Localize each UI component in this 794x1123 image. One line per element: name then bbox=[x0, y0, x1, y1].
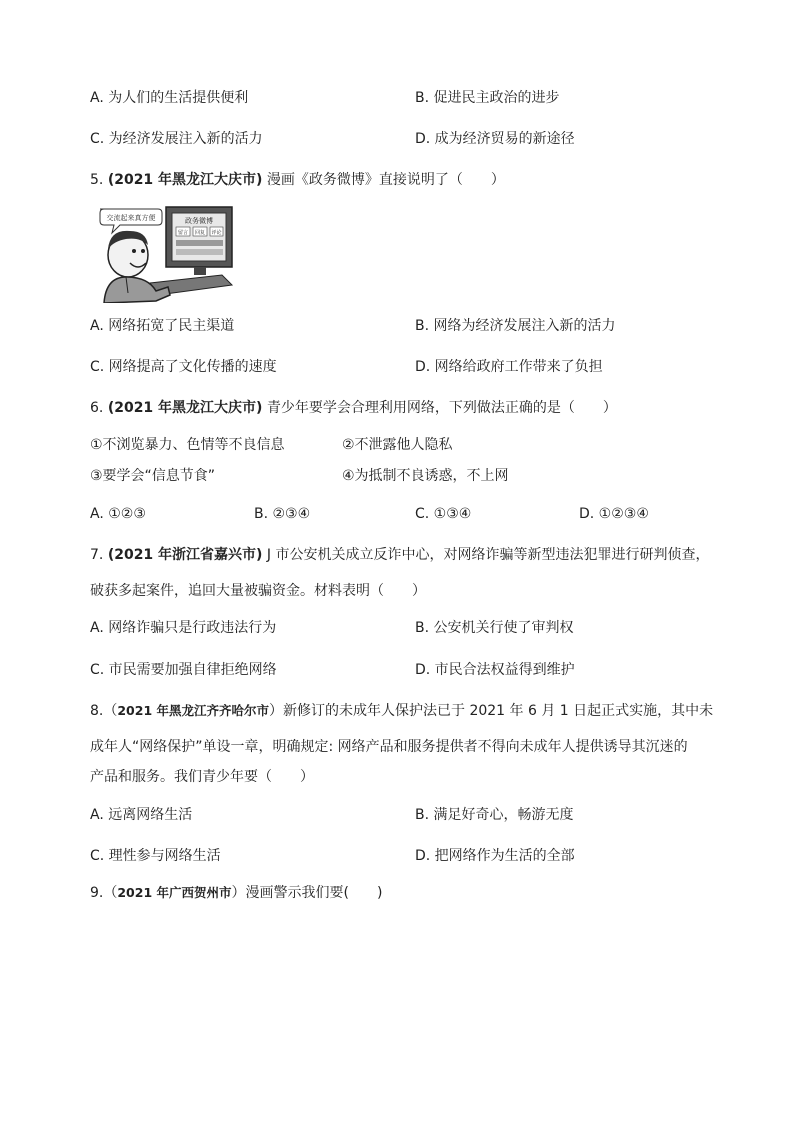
government-weibo-cartoon bbox=[96, 205, 236, 303]
q5-number: 5. bbox=[90, 172, 108, 188]
cartoon-bubble-text: 交流起来真方便 bbox=[106, 214, 156, 222]
q6-stem bbox=[90, 398, 617, 418]
q5-option-a: A. 网络拓宽了民主渠道 bbox=[90, 318, 235, 334]
q9-source: 2021 年广西贺州市 bbox=[117, 885, 232, 900]
q5-option-b: B. 网络为经济发展注入新的活力 bbox=[415, 318, 616, 334]
q7-stem-line-2: 破获多起案件，追回大量被骗资金。材料表明（ ） bbox=[90, 583, 426, 599]
q7-number: 7. bbox=[90, 547, 108, 563]
cartoon-screen-item-1: 留言 bbox=[177, 230, 189, 236]
q6-source: (2021 年黑龙江大庆市) bbox=[107, 400, 263, 416]
q7-stem-line-1 bbox=[90, 545, 709, 565]
q7-option-d: D. 市民合法权益得到维护 bbox=[415, 662, 575, 678]
q8-question-part-1: ）新修订的未成年人保护法已于 2021 年 6 月 1 日起正式实施，其中未 bbox=[269, 703, 714, 719]
q8-stem-line-2: 成年人“网络保护”单设一章，明确规定: 网络产品和服务提供者不得向未成年人提供诱导其沉迷的 bbox=[90, 739, 688, 755]
q8-option-a: A. 远离网络生活 bbox=[90, 807, 193, 823]
q4-option-a: A. 为人们的生活提供便利 bbox=[90, 90, 249, 106]
q9-question: ）漫画警示我们要( ) bbox=[231, 885, 383, 901]
q8-source: 2021 年黑龙江齐齐哈尔市 bbox=[117, 703, 270, 718]
q6-statement-4: ④为抵制不良诱惑，不上网 bbox=[342, 468, 509, 484]
cartoon-screen-item-2: 回复 bbox=[194, 230, 206, 236]
q5-option-c: C. 网络提高了文化传播的速度 bbox=[90, 359, 277, 375]
q5-source: (2021 年黑龙江大庆市) bbox=[107, 172, 263, 188]
q9-stem bbox=[90, 883, 382, 903]
q7-source: (2021 年浙江省嘉兴市) bbox=[107, 547, 263, 563]
q6-statement-3: ③要学会“信息节食” bbox=[90, 468, 216, 484]
q7-option-c: C. 市民需要加强自律拒绝网络 bbox=[90, 662, 277, 678]
q6-option-a: A. ①②③ bbox=[90, 506, 146, 522]
q8-stem-line-1 bbox=[90, 701, 713, 721]
q8-number: 8.（ bbox=[90, 703, 118, 719]
q4-option-d: D. 成为经济贸易的新途径 bbox=[415, 131, 575, 147]
q6-option-c: C. ①③④ bbox=[415, 506, 472, 522]
cartoon-screen-title: 政务微博 bbox=[185, 217, 213, 225]
q6-statement-1: ①不浏览暴力、色情等不良信息 bbox=[90, 437, 285, 453]
q6-statement-2: ②不泄露他人隐私 bbox=[342, 437, 453, 453]
q8-option-c: C. 理性参与网络生活 bbox=[90, 848, 221, 864]
q6-option-b: B. ②③④ bbox=[254, 506, 311, 522]
q7-question-part-1: J 市公安机关成立反诈中心，对网络诈骗等新型违法犯罪进行研判侦查， bbox=[262, 547, 710, 563]
q8-option-d: D. 把网络作为生活的全部 bbox=[415, 848, 575, 864]
q6-number: 6. bbox=[90, 400, 108, 416]
q6-question: 青少年要学会合理利用网络，下列做法正确的是（ ） bbox=[262, 400, 617, 416]
q9-number: 9.（ bbox=[90, 885, 118, 901]
q4-option-b: B. 促进民主政治的进步 bbox=[415, 90, 560, 106]
q7-option-b: B. 公安机关行使了审判权 bbox=[415, 620, 574, 636]
q6-option-d: D. ①②③④ bbox=[579, 506, 649, 522]
q5-stem bbox=[90, 170, 505, 190]
q8-option-b: B. 满足好奇心，畅游无度 bbox=[415, 807, 574, 823]
q5-option-d: D. 网络给政府工作带来了负担 bbox=[415, 359, 603, 375]
q7-option-a: A. 网络诈骗只是行政违法行为 bbox=[90, 620, 277, 636]
q8-stem-line-3: 产品和服务。我们青少年要（ ） bbox=[90, 769, 314, 785]
q5-question: 漫画《政务微博》直接说明了（ ） bbox=[262, 172, 505, 188]
q4-option-c: C. 为经济发展注入新的活力 bbox=[90, 131, 263, 147]
cartoon-screen-item-3: 评论 bbox=[211, 230, 222, 236]
